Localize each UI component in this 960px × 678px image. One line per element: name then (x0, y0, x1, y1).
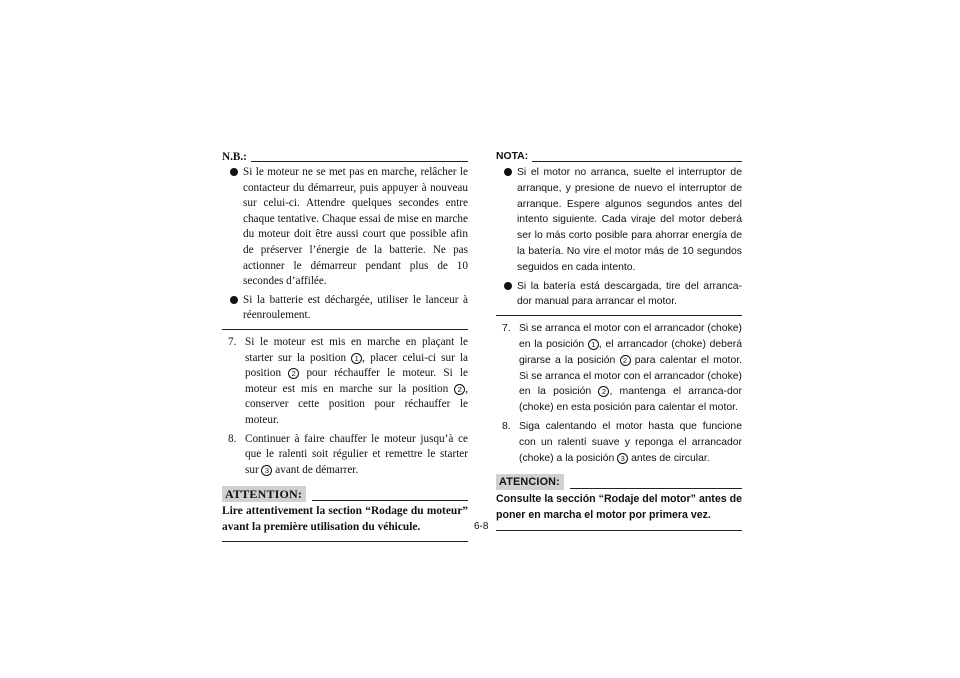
warning-text: Consulte la sección “Rodaje del motor” antes de poner en marcha el motor por primera vez. (496, 493, 742, 521)
warning-end-rule (496, 530, 742, 531)
bullet-dot-icon (504, 282, 512, 290)
note-label: N.B.: (222, 151, 247, 163)
step-item: 8. Continuer à faire chauffer le moteur jusqu’à ce que le ralenti soit régulier et remettre le starter sur 3 avant de démarrer. (228, 432, 468, 476)
warning-label: ATTENTION: (222, 486, 306, 502)
note-bullet-item: Si el motor no arranca, suelte el interruptor de arranque, y presione de nuevo el interruptor de arranque. Espere algunos segundos antes del intento siguiente. Cada viraje del motor deberá ser lo más corto posible para ahorrar energía de la batería. No vire el motor más de 10 segundos seguidos en cada intento. (496, 165, 742, 276)
note-bullet-item: Si le moteur ne se met pas en marche, relâcher le contacteur du démarreur, puis appuyer à nouveau sur celui-ci. Attendre quelques secondes entre chaque tentative. Chaque essai de mise en marche du moteur doit être aussi court que possible afin de préserver l’énergie de la batterie. Ne pas actionner le démarreur pendant plus de 10 secondes d’affilée. (222, 165, 468, 290)
circled-number-icon: 2 (598, 386, 609, 397)
circled-number-icon: 2 (288, 368, 299, 379)
step-item: 8. Siga calentando el motor hasta que funcione con un ralentí suave y reponga el arrancador (choke) a la posición 3 antes de circular. (502, 420, 742, 464)
step-item: 7. Si se arranca el motor con el arrancador (choke) en la posición 1 , el arrancador (choke) deberá girarse a la posición 2 para calentar el motor. Si se arranca el motor con el arrancador (choke) en la posición 2 , mantenga el arranca-dor (choke) en esta posición para calentar el motor. (502, 323, 742, 414)
circled-number-icon: 3 (261, 465, 272, 476)
page-number: 6-8 (474, 521, 489, 532)
warning-text: Lire attentivement la section “Rodage du moteur” avant la première utilisation du véhicule. (222, 505, 468, 533)
french-column (222, 150, 468, 542)
warning-end-rule (222, 541, 468, 542)
note-rule (532, 161, 742, 162)
warning-label: ATENCION: (496, 474, 564, 490)
circled-number-icon: 3 (617, 453, 628, 464)
step-number: 7. (228, 335, 237, 348)
step-number: 8. (502, 420, 511, 432)
step-list (222, 335, 468, 478)
note-bullet-list (222, 165, 468, 324)
spanish-column (496, 150, 742, 531)
note-rule (251, 161, 468, 162)
warning-rule (570, 488, 742, 489)
step-number: 8. (228, 432, 237, 445)
warning-header (222, 486, 468, 502)
note-end-rule (496, 315, 742, 316)
note-bullet-list (496, 165, 742, 310)
circled-number-icon: 2 (454, 384, 465, 395)
bullet-dot-icon (504, 168, 512, 176)
circled-number-icon: 1 (351, 353, 362, 364)
step-list (496, 321, 742, 466)
step-number: 7. (502, 323, 511, 335)
note-bullet-item: Si la batterie est déchargée, utiliser le lanceur à réenroulement. (222, 293, 468, 324)
step-item: 7. Si le moteur est mis en marche en plaçant le starter sur la position 1 , placer celui-ci sur la position 2 pour réchauffer le moteur. Si le moteur est mis en marche sur la position 2 , conserver cette position pour réchauffer le moteur. (228, 335, 468, 426)
circled-number-icon: 2 (620, 355, 631, 366)
note-end-rule (222, 329, 468, 330)
bullet-dot-icon (230, 296, 238, 304)
note-header (222, 150, 468, 163)
warning-rule (312, 500, 468, 501)
warning-header (496, 474, 742, 490)
note-label: NOTA: (496, 151, 529, 162)
note-bullet-item: Si la batería está descargada, tire del arranca-dor manual para arrancar el motor. (496, 279, 742, 311)
bullet-dot-icon (230, 168, 238, 176)
circled-number-icon: 1 (588, 339, 599, 350)
note-header (496, 150, 742, 163)
